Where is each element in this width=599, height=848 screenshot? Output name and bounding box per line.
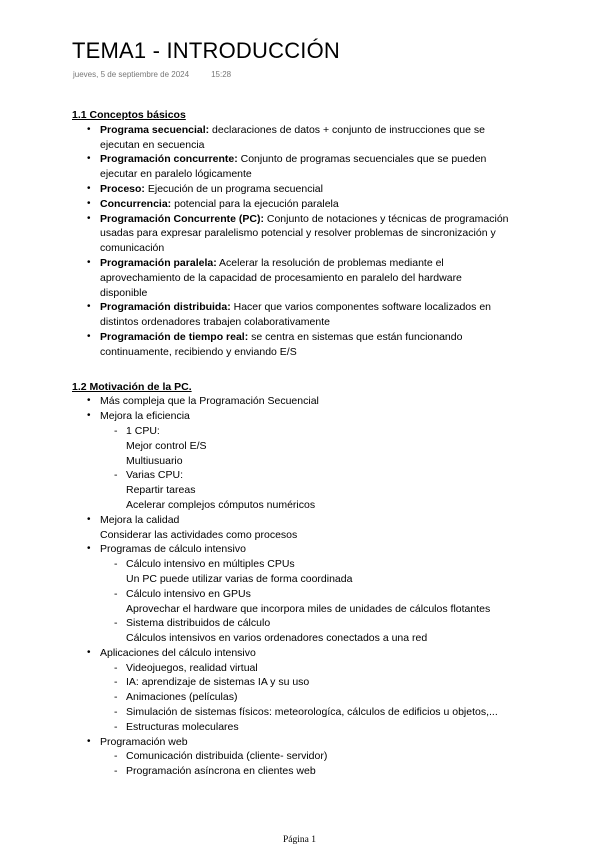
- list-item: [87, 735, 512, 779]
- sub-item-text: Estructuras moleculares: [126, 720, 239, 733]
- dash-icon: -: [114, 706, 118, 719]
- sub-item-text: IA: aprendizaje de sistemas IA y su uso: [126, 676, 310, 689]
- section-gap: [72, 360, 512, 380]
- dash-icon: -: [114, 424, 118, 437]
- list-item: [87, 409, 512, 513]
- item-text: Aplicaciones del cálculo intensivo: [100, 646, 256, 659]
- term-label: Programación paralela:: [100, 256, 217, 269]
- page-title: TEMA1 - INTRODUCCIÓN: [72, 38, 340, 63]
- sub-list-item: [114, 616, 512, 646]
- sub-list-item: [114, 749, 512, 764]
- bullet-icon: •: [87, 301, 91, 313]
- sub-item-text: 1 CPU:: [126, 424, 160, 437]
- term-label: Programa secuencial:: [100, 123, 210, 136]
- bullet-icon: •: [87, 197, 91, 209]
- item-text: Mejora la eficiencia: [100, 410, 190, 423]
- sub-item-detail: Cálculos intensivos en varios ordenadores conectados a una red: [126, 632, 428, 645]
- sub-item-text: Videojuegos, realidad virtual: [126, 661, 258, 674]
- bullet-icon: •: [87, 123, 91, 135]
- item-text: Más compleja que la Programación Secuencial: [100, 395, 319, 408]
- bullet-list: [72, 394, 512, 779]
- sub-item-detail: Repartir tareas: [126, 484, 196, 497]
- item-text: se centra en sistemas que están funcionando continuamente, recibiendo y enviando E/S: [100, 330, 463, 358]
- term-label: Programación concurrente:: [100, 153, 238, 166]
- bullet-icon: •: [87, 543, 91, 555]
- note-body: [72, 108, 512, 779]
- list-item: [87, 300, 512, 330]
- item-text: Hacer que varios componentes software localizados en distintos ordenadores trabajen colaborativamente: [100, 301, 491, 329]
- bullet-icon: •: [87, 735, 91, 747]
- sub-item-detail: Mejor control E/S: [126, 439, 207, 452]
- list-item: [87, 197, 512, 212]
- sub-item-detail: Un PC puede utilizar varias de forma coordinada: [126, 572, 353, 585]
- item-text: Conjunto de notaciones y técnicas de programación usadas para expresar paralelismo potencial y resolver problemas de sincronización y comunicación: [100, 212, 509, 255]
- bullet-icon: •: [87, 410, 91, 422]
- list-item: [87, 123, 512, 153]
- item-text: Programación web: [100, 735, 188, 748]
- item-text: declaraciones de datos + conjunto de instrucciones que se ejecutan en secuencia: [100, 123, 485, 151]
- bullet-icon: •: [87, 646, 91, 658]
- sub-list: [100, 424, 512, 513]
- term-label: Programación Concurrente (PC):: [100, 212, 264, 225]
- list-item: [87, 212, 512, 256]
- bullet-icon: •: [87, 330, 91, 342]
- section-heading: 1.2 Motivación de la PC.: [72, 380, 192, 393]
- sub-list-item: [114, 720, 512, 735]
- term-label: Concurrencia:: [100, 197, 172, 210]
- dash-icon: -: [114, 558, 118, 571]
- list-item: [87, 394, 512, 409]
- sub-list-item: [114, 764, 512, 779]
- dash-icon: -: [114, 587, 118, 600]
- sub-item-text: Cálculo intensivo en GPUs: [126, 587, 251, 600]
- dash-icon: -: [114, 765, 118, 778]
- dash-icon: -: [114, 720, 118, 733]
- dash-icon: -: [114, 617, 118, 630]
- sub-list: [100, 557, 512, 646]
- list-item: [87, 182, 512, 197]
- note-metadata: [73, 70, 231, 79]
- item-text: Mejora la calidad: [100, 513, 180, 526]
- item-detail: Considerar las actividades como procesos: [100, 528, 298, 541]
- sub-item-detail: Acelerar complejos cómputos numéricos: [126, 498, 316, 511]
- list-item: [87, 330, 512, 360]
- item-text: Acelerar la resolución de problemas mediante el aprovechamiento de la capacidad de procesamiento en paralelo del hardware disponible: [100, 256, 462, 299]
- sub-item-text: Sistema distribuidos de cálculo: [126, 617, 271, 630]
- term-label: Programación distribuida:: [100, 301, 231, 314]
- page-footer: Página 1: [283, 835, 316, 845]
- item-text: Conjunto de programas secuenciales que se pueden ejecutar en paralelo lógicamente: [100, 153, 487, 181]
- sub-item-text: Programación asíncrona en clientes web: [126, 765, 316, 778]
- note-time: 15:28: [211, 70, 232, 79]
- bullet-icon: •: [87, 513, 91, 525]
- sub-list-item: [114, 661, 512, 676]
- note-date: jueves, 5 de septiembre de 2024: [73, 70, 190, 79]
- list-item: [87, 513, 512, 543]
- sub-list-item: [114, 690, 512, 705]
- list-item: [87, 646, 512, 735]
- sub-list-item: [114, 587, 512, 617]
- bullet-icon: •: [87, 212, 91, 224]
- bullet-icon: •: [87, 153, 91, 165]
- dash-icon: -: [114, 661, 118, 674]
- term-label: Programación de tiempo real:: [100, 330, 249, 343]
- bullet-icon: •: [87, 182, 91, 194]
- sub-item-text: Varias CPU:: [126, 469, 183, 482]
- sub-list-item: [114, 557, 512, 587]
- bullet-list: [72, 123, 512, 360]
- list-item: [87, 256, 512, 300]
- bullet-icon: •: [87, 395, 91, 407]
- sub-item-text: Animaciones (películas): [126, 691, 238, 704]
- sub-list-item: [114, 468, 512, 512]
- term-label: Proceso:: [100, 182, 145, 195]
- sub-list: [100, 661, 512, 735]
- sub-item-detail: Aprovechar el hardware que incorpora miles de unidades de cálculos flotantes: [126, 602, 491, 615]
- item-text: potencial para la ejecución paralela: [171, 197, 339, 210]
- sub-item-detail: Multiusuario: [126, 454, 183, 467]
- sub-item-text: Comunicación distribuida (cliente- servidor): [126, 750, 328, 763]
- item-text: Programas de cálculo intensivo: [100, 543, 246, 556]
- bullet-icon: •: [87, 256, 91, 268]
- sub-list: [100, 749, 512, 779]
- dash-icon: -: [114, 750, 118, 763]
- list-item: [87, 152, 512, 182]
- sub-item-text: Cálculo intensivo en múltiples CPUs: [126, 558, 295, 571]
- sub-list-item: [114, 705, 512, 720]
- sub-item-text: Simulación de sistemas físicos: meteorologíca, cálculos de edificios u objetos,...: [126, 706, 498, 719]
- dash-icon: -: [114, 676, 118, 689]
- sub-list-item: [114, 424, 512, 468]
- section-heading: 1.1 Conceptos básicos: [72, 109, 186, 121]
- item-text: Ejecución de un programa secuencial: [144, 182, 323, 195]
- sub-list-item: [114, 675, 512, 690]
- dash-icon: -: [114, 469, 118, 482]
- list-item: [87, 542, 512, 646]
- dash-icon: -: [114, 691, 118, 704]
